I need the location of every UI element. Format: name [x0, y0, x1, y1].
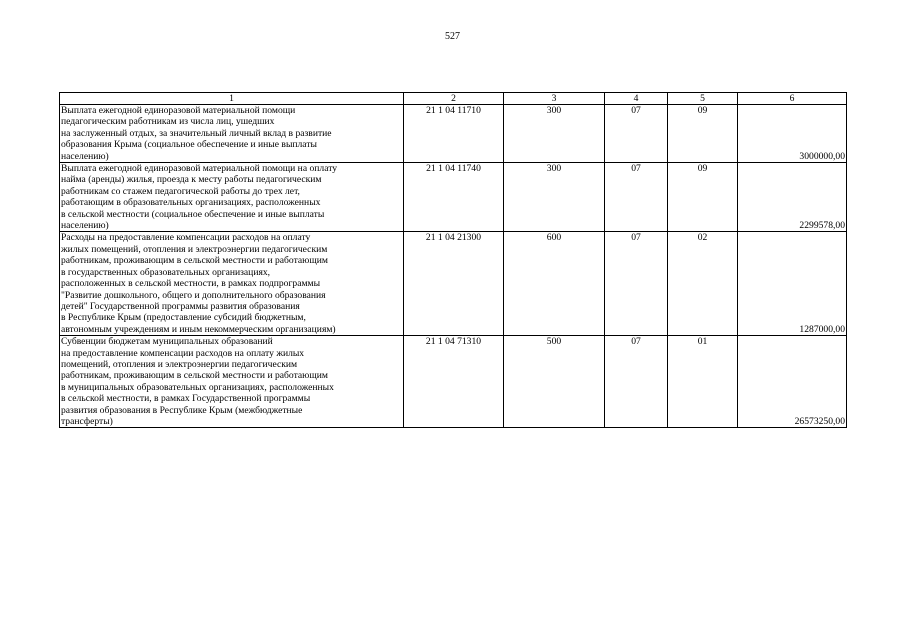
row-type: 500: [504, 336, 605, 428]
row-type: 600: [504, 232, 605, 336]
column-header: 1: [60, 93, 404, 105]
row-subsection: 09: [668, 105, 738, 163]
row-section: 07: [605, 105, 668, 163]
page-number: 527: [445, 31, 460, 42]
row-subsection: 01: [668, 336, 738, 428]
row-amount: 3000000,00: [738, 105, 847, 163]
row-code: 21 1 04 11710: [404, 105, 504, 163]
row-description: Субвенции бюджетам муниципальных образований на предоставление компенсации расходов на оплату жилых помещений, отопления и электроэнергии педагогическим работникам, проживающим в сельской местности и работающим в муниципальных образовательных организациях, расположенных в сельской местности, в рамках Государственной программы развития образования в Республике Крым (межбюджетные трансферты): [60, 336, 404, 428]
row-amount: 26573250,00: [738, 336, 847, 428]
table-row: [60, 336, 847, 428]
row-subsection: 09: [668, 163, 738, 232]
row-section: 07: [605, 336, 668, 428]
row-amount: 2299578,00: [738, 163, 847, 232]
row-description: Выплата ежегодной единоразовой материальной помощи педагогическим работникам из числа лиц, ушедших на заслуженный отдых, за значительный личный вклад в развитие образования Крыма (социальное обеспечение и иные выплаты населению): [60, 105, 404, 163]
column-header: 4: [605, 93, 668, 105]
row-code: 21 1 04 11740: [404, 163, 504, 232]
column-header: 2: [404, 93, 504, 105]
table-row: [60, 232, 847, 336]
column-header: 6: [738, 93, 847, 105]
row-description: Расходы на предоставление компенсации расходов на оплату жилых помещений, отопления и электроэнергии педагогическим работникам, проживающим в сельской местности и работающим в государственных образовательных организациях, расположенных в сельской местности, в рамках подпрограммы "Развитие дошкольного, общего и дополнительного образования детей" Государственной программы развития образования в Республике Крым (предоставление субсидий бюджетным, автономным учреждениям и иным некоммерческим организациям): [60, 232, 404, 336]
table-row: [60, 163, 847, 232]
row-amount: 1287000,00: [738, 232, 847, 336]
row-section: 07: [605, 163, 668, 232]
budget-table: [59, 92, 847, 428]
column-header: 5: [668, 93, 738, 105]
row-code: 21 1 04 71310: [404, 336, 504, 428]
row-section: 07: [605, 232, 668, 336]
table-row: [60, 105, 847, 163]
column-header: 3: [504, 93, 605, 105]
table-header-row: [60, 93, 847, 105]
row-code: 21 1 04 21300: [404, 232, 504, 336]
row-subsection: 02: [668, 232, 738, 336]
row-type: 300: [504, 105, 605, 163]
row-type: 300: [504, 163, 605, 232]
row-description: Выплата ежегодной единоразовой материальной помощи на оплату найма (аренды) жилья, проезда к месту работы педагогическим работникам со стажем педагогической работы до трех лет, работающим в образовательных организациях, расположенных в сельской местности (социальное обеспечение и иные выплаты населению): [60, 163, 404, 232]
